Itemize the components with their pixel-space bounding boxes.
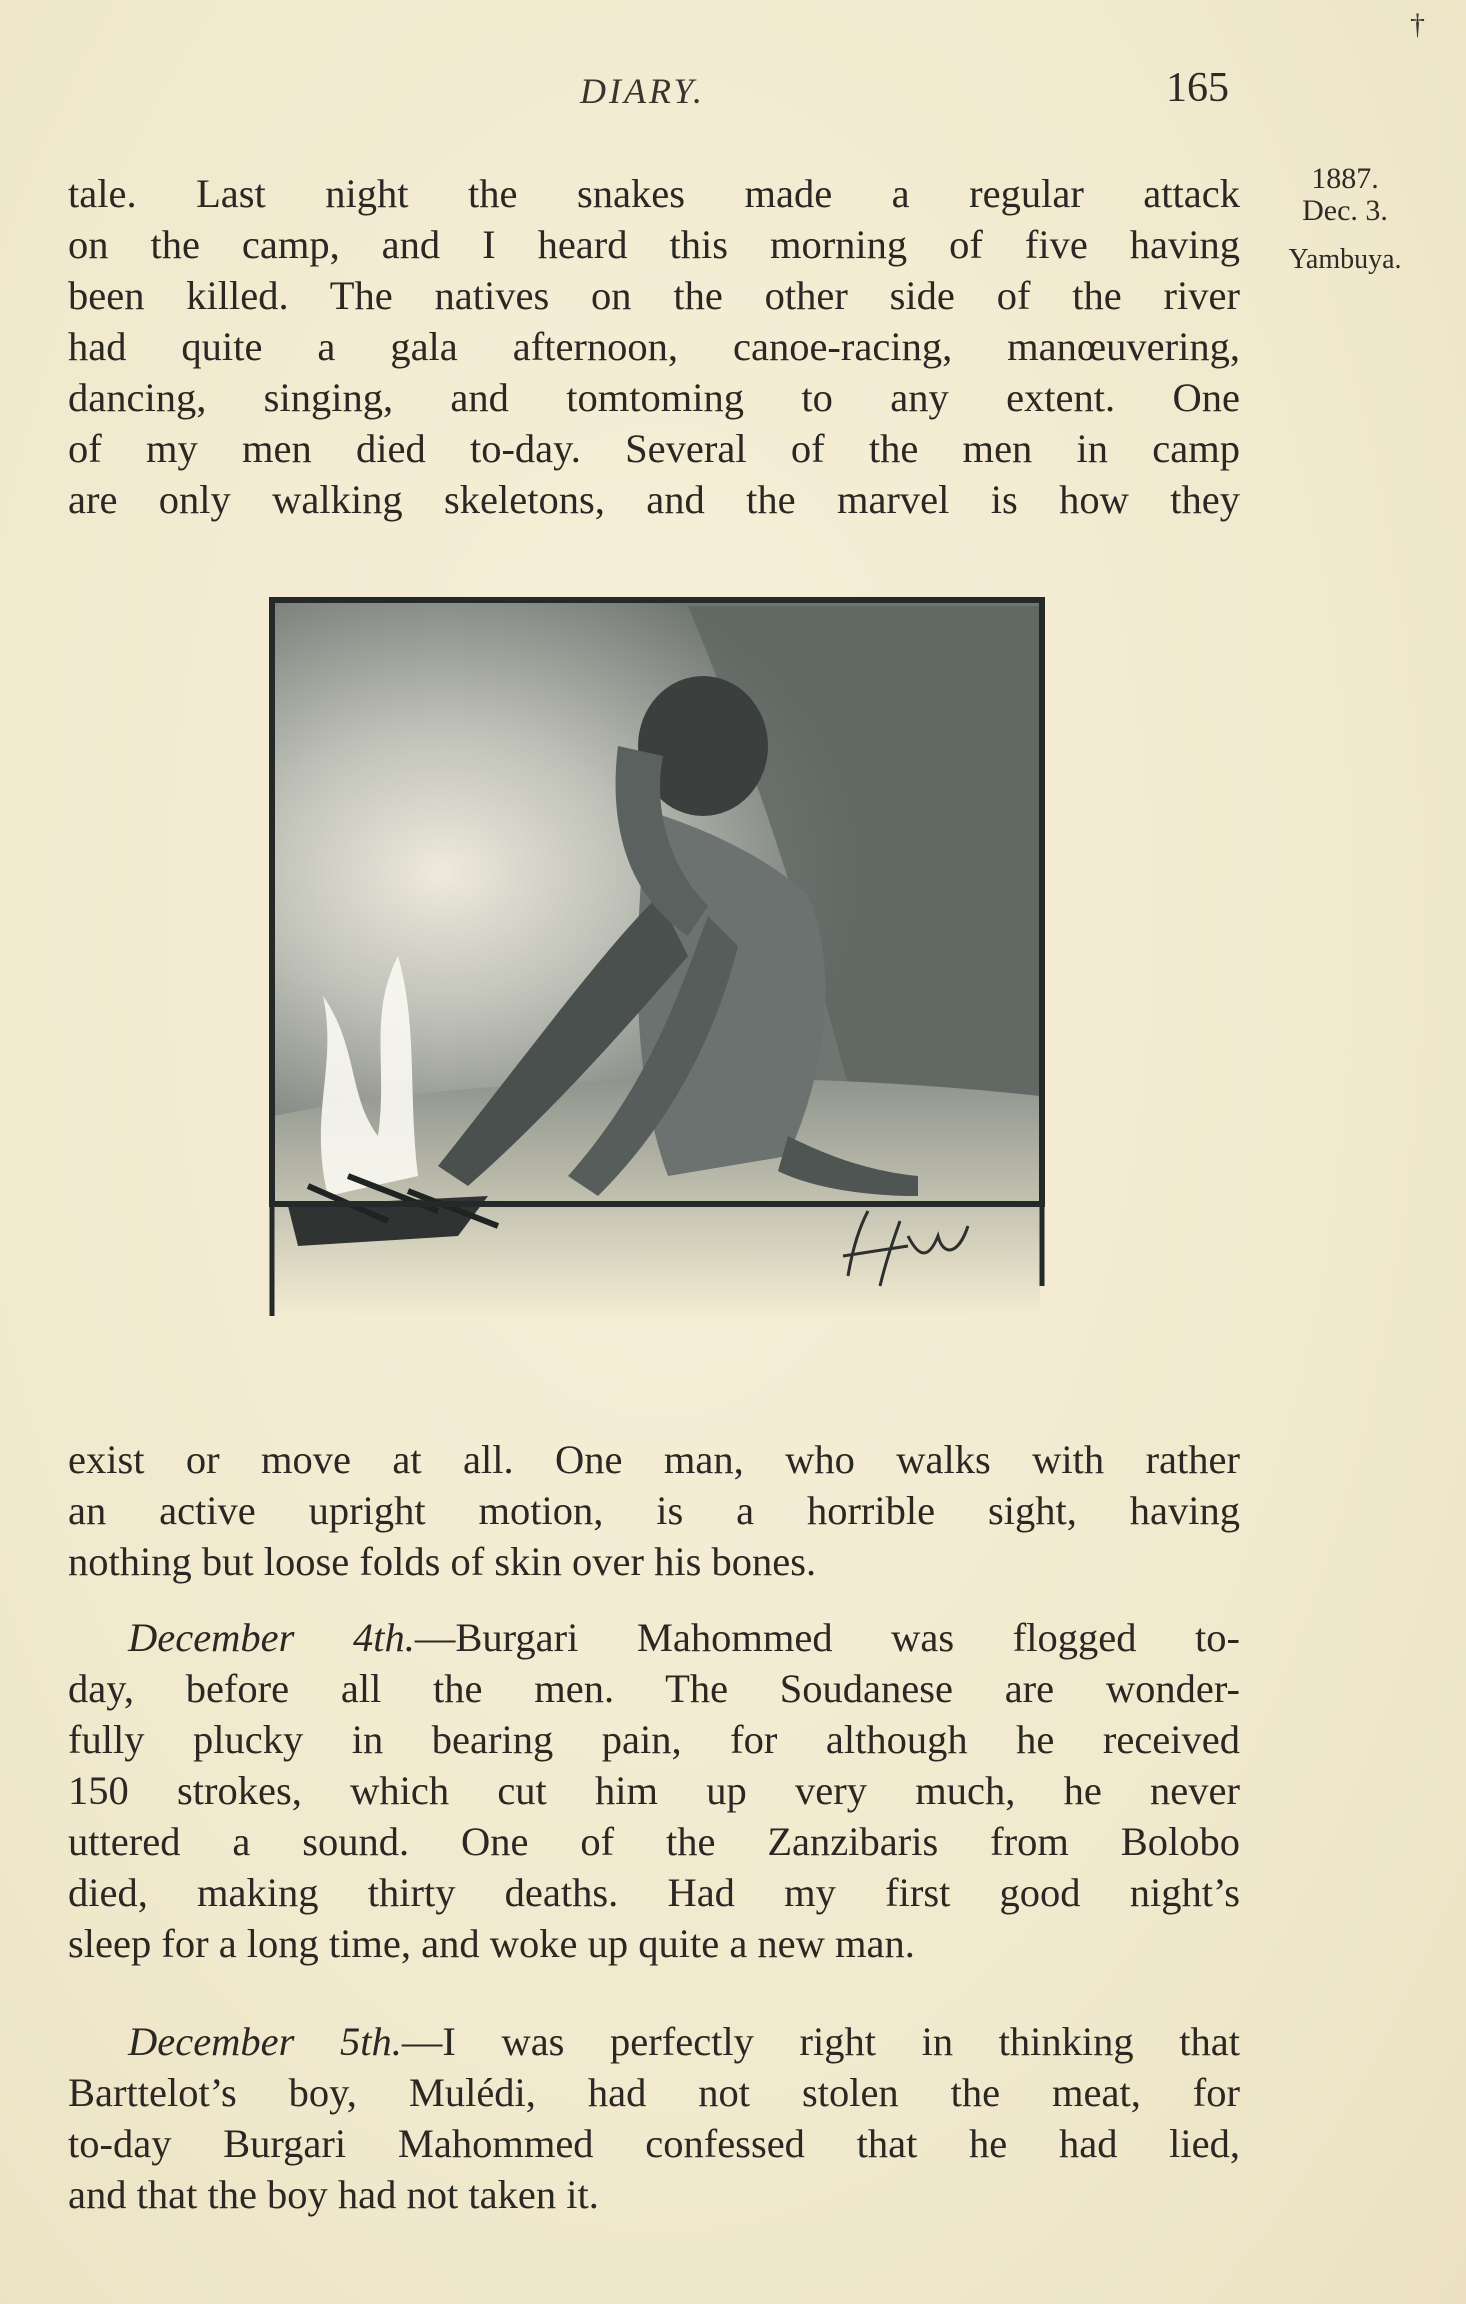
text-line: died, making thirty deaths. Had my first good night’s <box>68 1870 1240 1915</box>
text-line: sleep for a long time, and woke up quite a new man. <box>68 1921 915 1966</box>
text-line: day, before all the men. The Soudanese are wonder- <box>68 1666 1240 1711</box>
paragraph-1 <box>68 168 1240 525</box>
margin-note-date: Dec. 3. <box>1302 194 1388 227</box>
illustration-drawing <box>268 596 1048 1340</box>
text-line: on the camp, and I heard this morning of five having <box>68 222 1240 267</box>
date-label: December 5th. <box>128 2019 402 2064</box>
text-line: exist or move at all. One man, who walks with rather <box>68 1437 1240 1482</box>
paragraph-2 <box>68 1434 1240 1587</box>
text-line: fully plucky in bearing pain, for although he received <box>68 1717 1240 1762</box>
text-line: dancing, singing, and tomtoming to any extent. One <box>68 375 1240 420</box>
text-line: are only walking skeletons, and the marvel is how they <box>68 477 1240 522</box>
paragraph-december-4 <box>68 1612 1240 1969</box>
paragraph-december-5 <box>68 2016 1240 2220</box>
text-line: been killed. The natives on the other side of the river <box>68 273 1240 318</box>
text-line: tale. Last night the snakes made a regular attack <box>68 171 1240 216</box>
text-line <box>68 2016 1240 2067</box>
text-line: an active upright motion, is a horrible sight, having <box>68 1488 1240 1533</box>
corner-mark: † <box>1410 8 1425 41</box>
margin-note-place: Yambuya. <box>1288 244 1402 275</box>
text-line: 150 strokes, which cut him up very much, he never <box>68 1768 1240 1813</box>
line-text: —I was perfectly right in thinking that <box>401 2019 1240 2064</box>
margin-note-year: 1887. <box>1311 162 1379 195</box>
text-line: and that the boy had not taken it. <box>68 2172 599 2217</box>
text-line: of my men died to-day. Several of the men in camp <box>68 426 1240 471</box>
text-line: uttered a sound. One of the Zanzibaris from Bolobo <box>68 1819 1240 1864</box>
line-text: —Burgari Mahommed was flogged to- <box>414 1615 1240 1660</box>
page-number: 165 <box>1166 65 1229 111</box>
text-line: Barttelot’s boy, Mulédi, had not stolen the meat, for <box>68 2070 1240 2115</box>
running-title: DIARY. <box>580 71 706 111</box>
text-line: nothing but loose folds of skin over his bones. <box>68 1539 817 1584</box>
text-line <box>68 1612 1240 1663</box>
illustration <box>268 596 1048 1340</box>
text-line: had quite a gala afternoon, canoe-racing, manœuvering, <box>68 324 1240 369</box>
text-line: to-day Burgari Mahommed confessed that he had lied, <box>68 2121 1240 2166</box>
date-label: December 4th. <box>128 1615 415 1660</box>
